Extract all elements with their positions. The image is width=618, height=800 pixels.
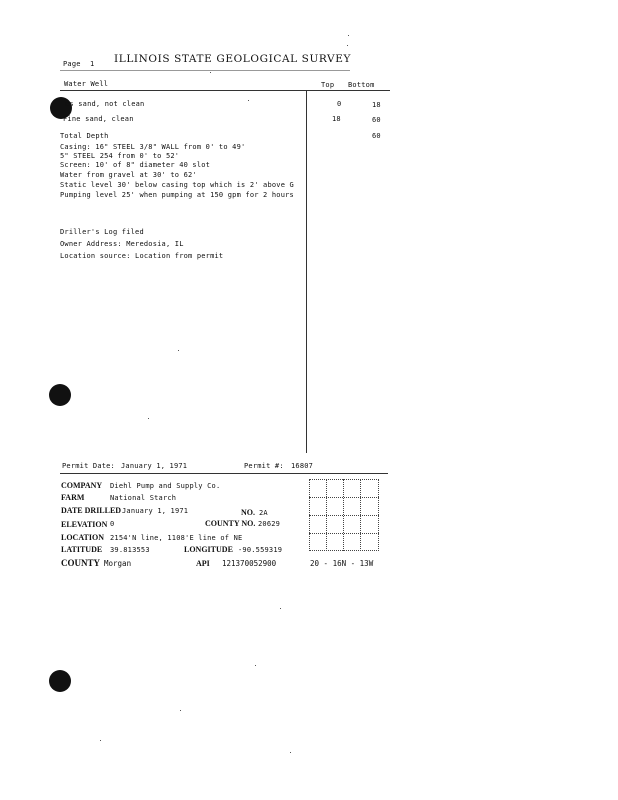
- log-row-description: es sand, not clean: [65, 100, 145, 108]
- longitude-label: LONGITUDE: [184, 545, 233, 554]
- scan-speck: [348, 35, 349, 36]
- log-column-description: Water Well: [64, 80, 109, 88]
- api-value: 121370052900: [222, 559, 277, 568]
- permit-rule: [60, 473, 388, 474]
- api-label: API: [196, 559, 210, 568]
- note-line: Pumping level 25' when pumping at 150 gpm for 2 hours: [60, 191, 294, 199]
- scan-speck: [178, 350, 179, 351]
- scan-speck: [248, 100, 249, 101]
- page-label: Page: [63, 60, 81, 68]
- total-depth-label: Total Depth: [60, 132, 109, 140]
- company-value: Diehl Pump and Supply Co.: [110, 482, 221, 490]
- scan-speck: [255, 665, 256, 666]
- punch-hole-bottom: [49, 670, 71, 692]
- note-line: Casing: 16" STEEL 3/8" WALL from 0' to 49': [60, 143, 246, 151]
- permit-date-value: January 1, 1971: [121, 462, 188, 470]
- longitude-value: -90.559319: [238, 546, 283, 554]
- page-number: 1: [90, 60, 95, 68]
- page-title: ILLINOIS STATE GEOLOGICAL SURVEY: [114, 53, 352, 65]
- punch-hole-middle: [49, 384, 71, 406]
- county-no-value: 20629: [258, 520, 281, 528]
- county-label: COUNTY: [61, 558, 101, 568]
- county-value: Morgan: [104, 559, 132, 568]
- total-depth-value: 60: [372, 132, 381, 140]
- owner-address: Owner Address: Meredosia, IL: [60, 240, 184, 248]
- note-line: Screen: 10' of 8" diameter 40 slot: [60, 161, 211, 169]
- location-label: LOCATION: [61, 533, 104, 542]
- latitude-label: LATITUDE: [61, 545, 103, 554]
- scan-speck: [210, 72, 211, 73]
- scan-speck: [100, 740, 101, 741]
- elevation-label: ELEVATION: [61, 520, 108, 529]
- log-column-bottom: Bottom: [348, 81, 375, 89]
- scan-speck: [290, 752, 291, 753]
- latitude-value: 39.813553: [110, 546, 150, 554]
- location-source: Location source: Location from permit: [60, 252, 224, 260]
- elevation-value: 0: [110, 520, 115, 528]
- header-rule: [60, 70, 350, 71]
- well-no-label: NO.: [241, 508, 255, 517]
- permit-date-label: Permit Date:: [62, 462, 115, 470]
- scan-speck: [180, 710, 181, 711]
- scan-speck: [280, 608, 281, 609]
- log-column-divider: [306, 91, 307, 453]
- log-row-description: Fine sand, clean: [63, 115, 134, 123]
- scan-speck: [148, 418, 149, 419]
- note-line: Water from gravel at 30' to 62': [60, 171, 197, 179]
- date-drilled-value: January 1, 1971: [122, 507, 189, 515]
- date-drilled-label: DATE DRILLED: [61, 506, 122, 515]
- township-range-value: 20 - 16N - 13W: [310, 559, 374, 568]
- log-row-top: 0: [337, 100, 342, 108]
- drillers-log-status: Driller's Log filed: [60, 228, 144, 236]
- well-no-value: 2A: [259, 509, 268, 517]
- note-line: 5" STEEL 254 from 0' to 52': [60, 152, 180, 160]
- permit-number-value: 16807: [291, 462, 314, 470]
- column-header-rule: [60, 90, 390, 91]
- location-value: 2154'N line, 1108'E line of NE: [110, 534, 243, 542]
- farm-label: FARM: [61, 493, 85, 502]
- scan-speck: [347, 45, 348, 46]
- log-row-top: 18: [332, 115, 341, 123]
- log-row-bottom: 18: [372, 101, 381, 109]
- log-row-bottom: 60: [372, 116, 381, 124]
- section-grid: [309, 479, 379, 551]
- company-label: COMPANY: [61, 481, 103, 490]
- farm-value: National Starch: [110, 494, 177, 502]
- permit-number-label: Permit #:: [244, 462, 284, 470]
- log-column-top: Top: [321, 81, 335, 89]
- note-line: Static level 30' below casing top which is 2' above G: [60, 181, 294, 189]
- county-no-label: COUNTY NO.: [205, 519, 256, 528]
